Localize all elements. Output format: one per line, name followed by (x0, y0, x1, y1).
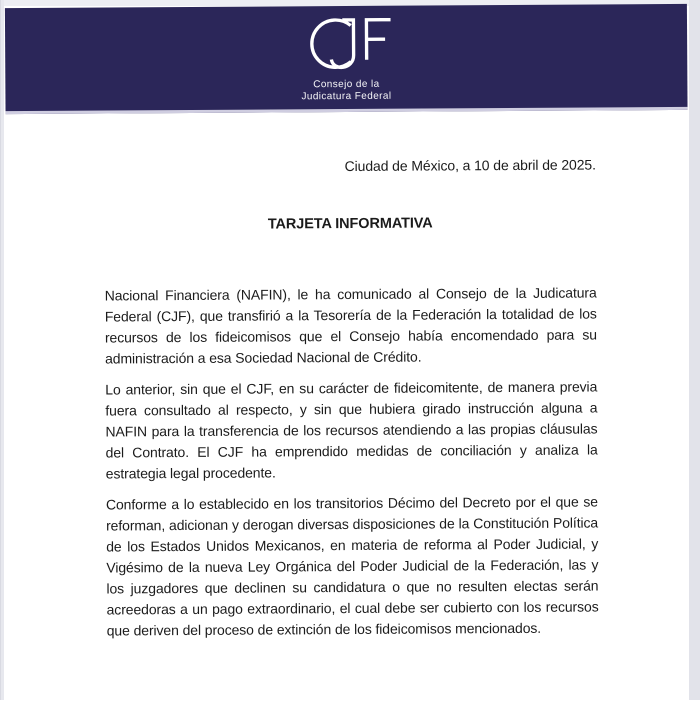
dateline: Ciudad de México, a 10 de abril de 2025. (344, 156, 596, 175)
paragraph-3: Conforme a lo establecido en los transitorios Décimo del Decreto por el que se reforman, adicionan y derogan diversas disposiciones de la Constitución Política de los Estados Unidos Mexicanos, en materia de reforma al Poder Judicial, y Vigésimo de la nueva Ley Orgánica del Poder Judicial de la Federación, las y los juzgadores que declinen su candidatura o que no resulten electas serán acreedoras a un pago extraordinario, el cual debe ser cubierto con los recursos que deriven del proceso de extinción de los fideicomisos mencionados. (105, 493, 599, 639)
org-name-line1: Consejo de la (313, 78, 380, 90)
cjf-monogram-icon (294, 12, 398, 77)
org-name-line2: Judicatura Federal (301, 90, 392, 102)
org-name (301, 78, 391, 103)
photo-edge-left (0, 0, 4, 700)
document-body (104, 107, 599, 641)
paragraph-1: Nacional Financiera (NAFIN), le ha comunicado al Consejo de la Judicatura Federal (CJF), que transfirió a la Tesorería de la Federación la totalidad de los recursos de los fideicomisos que el Consejo había encomendado para su administración a esa Sociedad Nacional de Crédito. (104, 284, 597, 367)
document-title: TARJETA INFORMATIVA (267, 215, 433, 233)
paragraph-2: Lo anterior, sin que el CJF, en su carácter de fideicomitente, de manera previa fuera consultado al respecto, y sin que hubiera girado instrucción alguna a NAFIN para la transferencia de los recursos atendiendo a las propias cláusulas del Contrato. El CJF ha emprendido medidas de conciliación y analiza la estrategia legal procedente. (105, 378, 598, 482)
header-band (5, 4, 688, 114)
cjf-logo (294, 12, 399, 103)
photo-edge-right (689, 0, 700, 700)
